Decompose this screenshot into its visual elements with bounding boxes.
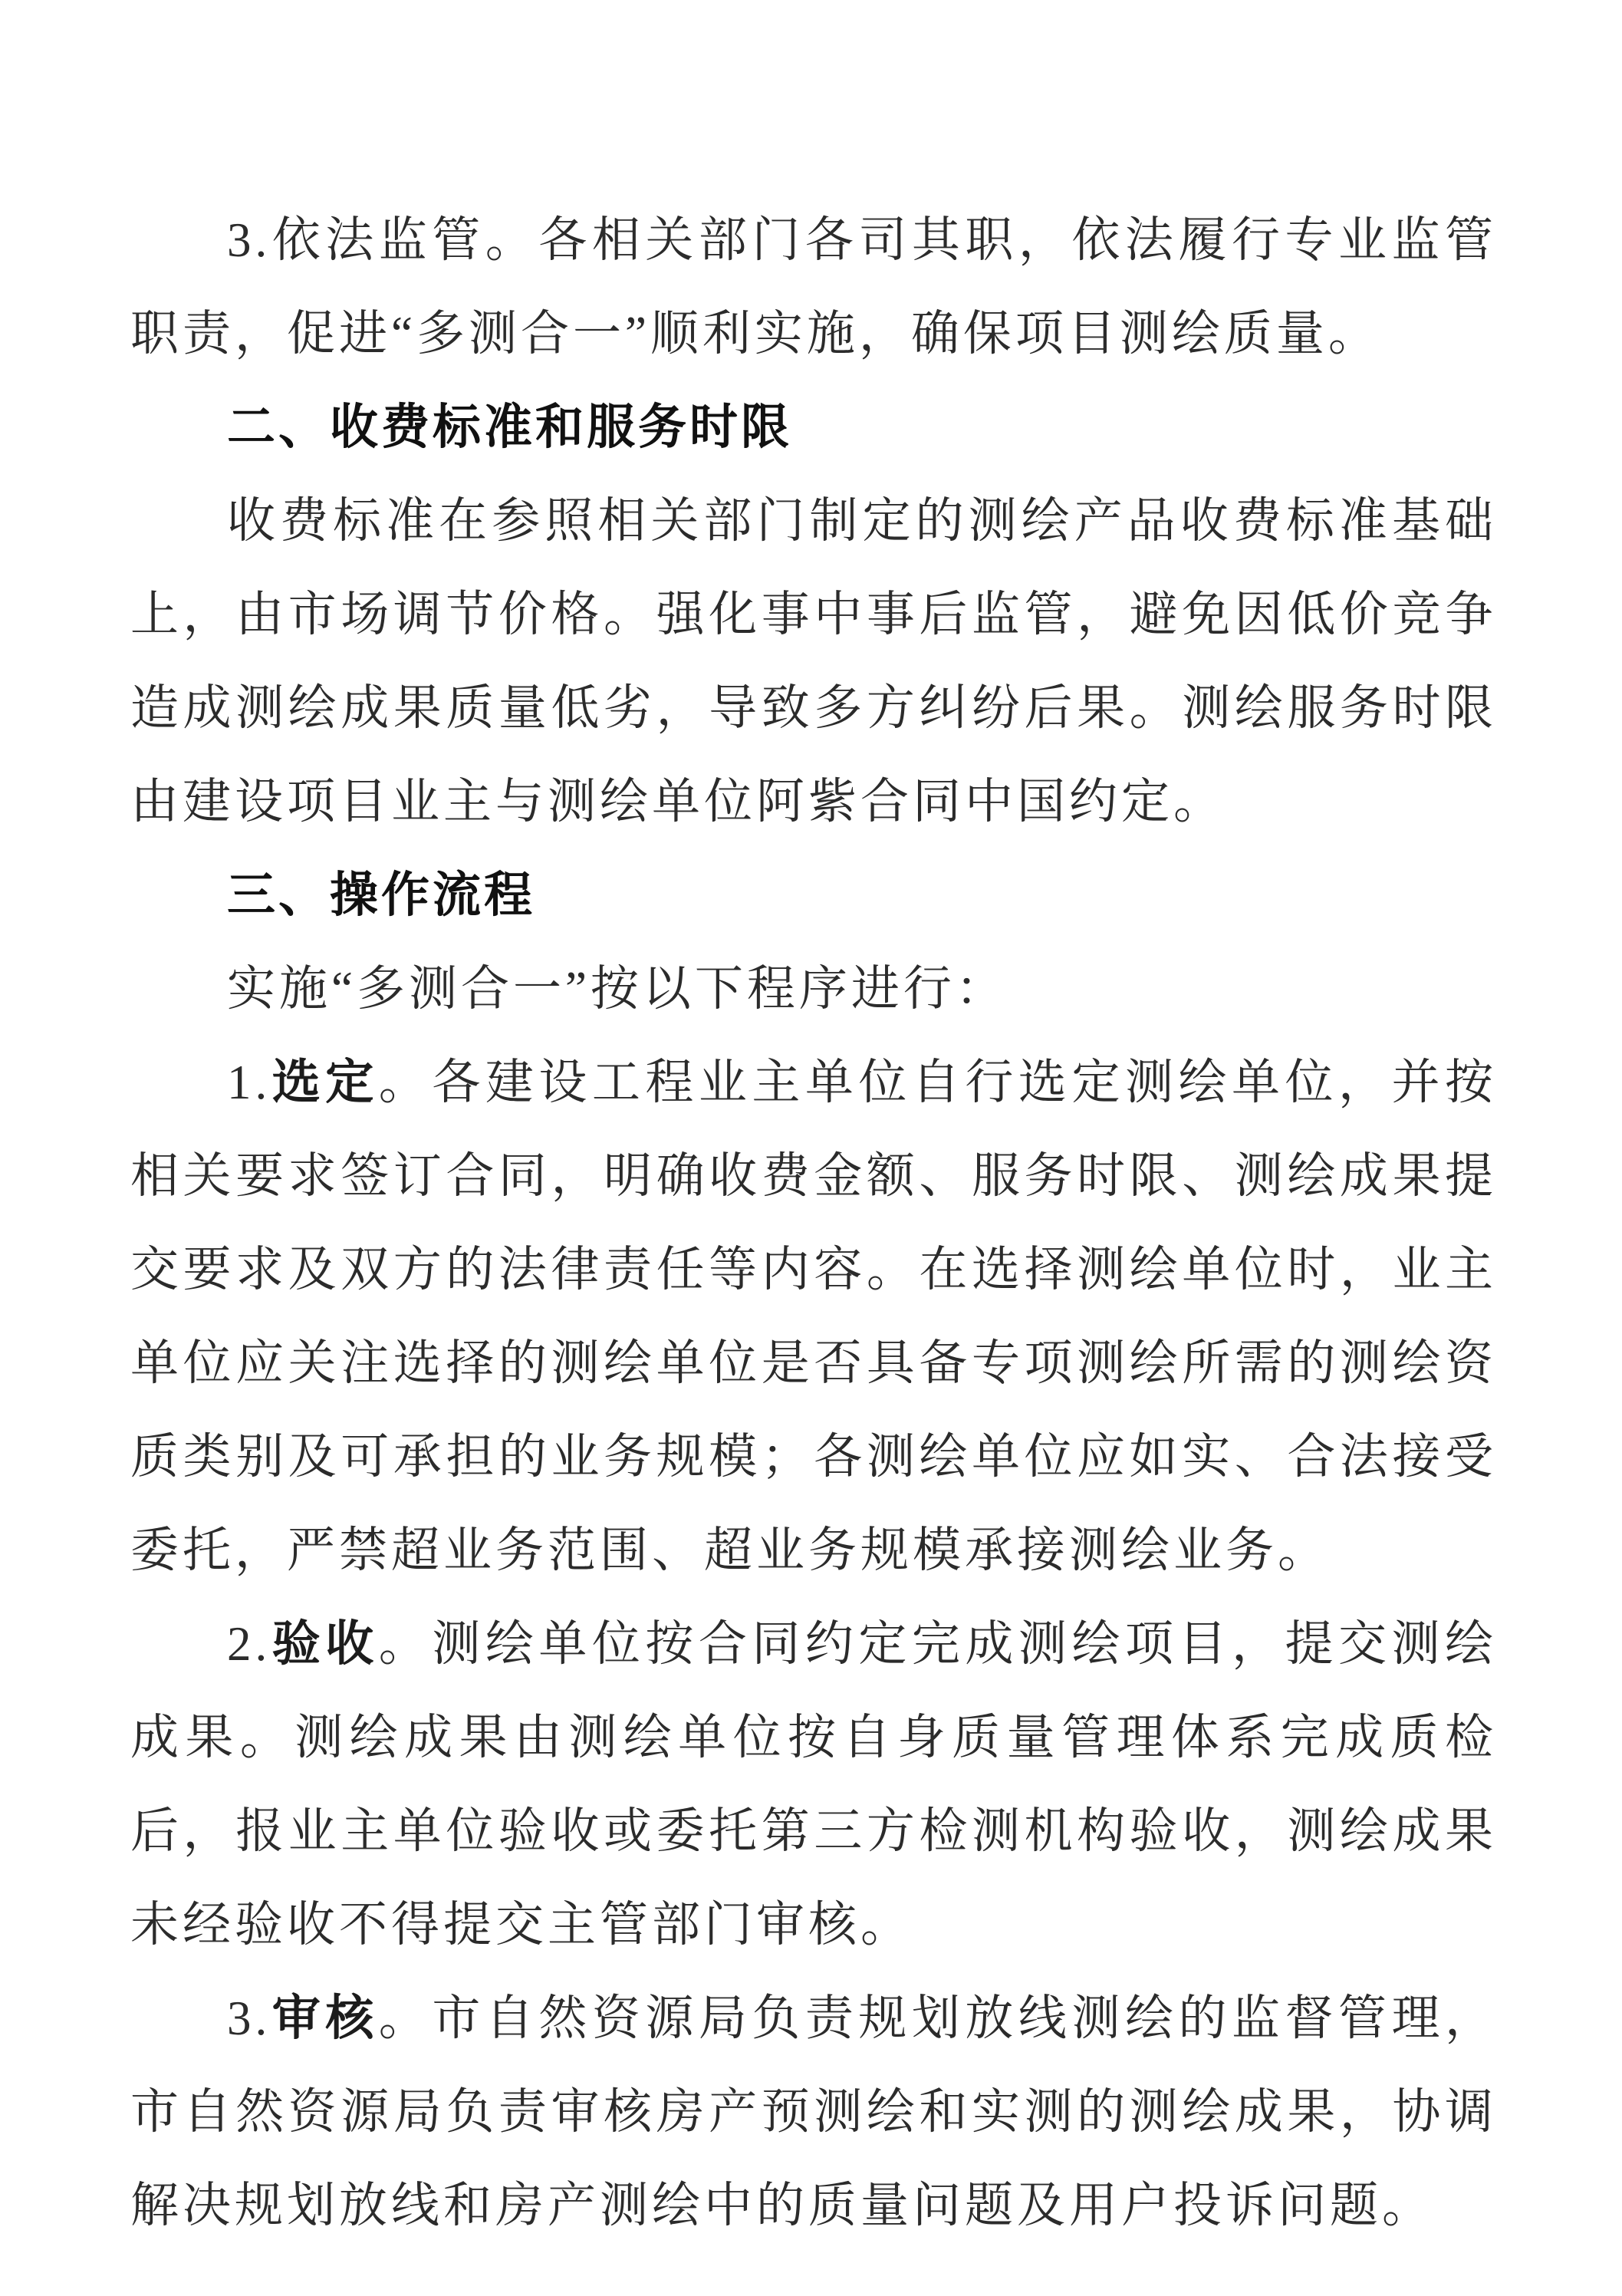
section-heading-text: 二、收费标准和服务时限	[227, 400, 792, 454]
step-number: 1.	[227, 1056, 271, 1109]
section-heading-procedure	[130, 848, 1497, 942]
paragraph-text: 收费标准在参照相关部门制定的测绘产品收费标准基础上，由市场调节价格。强化事中事后监管，避免因低价竞争造成测绘成果质量低劣，导致多方纠纷后果。测绘服务时限由建设项目业主与测绘单位阿紫合同中国约定。	[130, 494, 1497, 828]
step-title: 选定	[271, 1056, 379, 1109]
paragraph-supervision	[130, 193, 1497, 380]
paragraph-step-review	[130, 1972, 1497, 2252]
paragraph-text: 实施“多测合一”按以下程序进行：	[227, 962, 1008, 1016]
paragraph-text: 3.依法监管。各相关部门各司其职，依法履行专业监管职责，促进“多测合一”顺利实施，确保项目测绘质量。	[130, 213, 1497, 361]
section-heading-text: 三、操作流程	[227, 868, 535, 922]
paragraph-text: 市自然资源局负责规划放线测绘的监督管理，市自然资源局负责审核房产预测绘和实测的测绘成果，协调解决规划放线和房产测绘中的质量问题及用户投诉问题。	[130, 1991, 1498, 2232]
paragraph-text: 测绘单位按合同约定完成测绘项目，提交测绘成果。测绘成果由测绘单位按自身质量管理体系完成质检后，报业主单位验收或委托第三方检测机构验收，测绘成果未经验收不得提交主管部门审核。	[130, 1617, 1498, 1952]
document-body	[130, 193, 1497, 2252]
section-heading-fees	[130, 380, 1497, 474]
paragraph-step-acceptance	[130, 1597, 1497, 1972]
step-number: 3.	[227, 1991, 271, 2045]
paragraph-text: 各建设工程业主单位自行选定测绘单位，并按相关要求签订合同，明确收费金额、服务时限、测绘成果提交要求及双方的法律责任等内容。在选择测绘单位时，业主单位应关注选择的测绘单位是否具备专项测绘所需的测绘资质类别及可承担的业务规模；各测绘单位应如实、合法接受委托，严禁超业务范围、超业务规模承接测绘业务。	[130, 1056, 1498, 1577]
step-title-punct: 。	[378, 1991, 433, 2045]
step-number: 2.	[227, 1617, 271, 1671]
step-title: 验收	[271, 1617, 379, 1671]
paragraph-procedure-intro	[130, 942, 1497, 1036]
paragraph-step-select	[130, 1036, 1497, 1597]
step-title: 审核	[271, 1991, 379, 2045]
step-title-punct: 。	[378, 1056, 433, 1109]
step-title-punct: 。	[378, 1617, 433, 1671]
paragraph-fees	[130, 474, 1497, 848]
